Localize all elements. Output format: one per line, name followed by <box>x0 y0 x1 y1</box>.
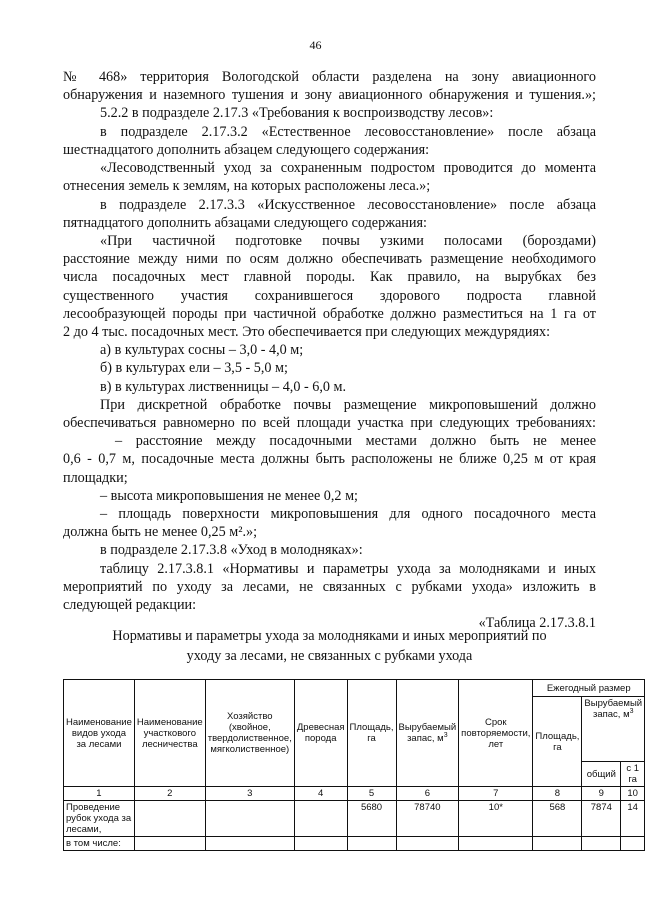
header-lesnichestvo: Наименование участкового лесничества <box>134 680 205 787</box>
cell-ploshad <box>347 837 396 851</box>
paragraph-line: в подразделе 2.17.3.2 «Естественное лесовосстановление» после абзаца <box>100 124 596 140</box>
paragraph-line: следующей редакции: <box>63 597 197 613</box>
cell-zapas <box>396 837 459 851</box>
cell-obshiy <box>582 837 621 851</box>
cell-ploshad: 5680 <box>347 801 396 837</box>
col-number: 3 <box>205 787 294 801</box>
table-caption-line: уходу за лесами, не связанных с рубками ухода <box>186 648 473 664</box>
cell-hozyaistvo <box>205 837 294 851</box>
paragraph-line: пятнадцатого дополнить абзацами следующего содержания: <box>63 215 427 231</box>
paragraph-line: «При частичной подготовке почвы узкими полосами (бороздами) <box>100 233 596 249</box>
cell-lesnichestvo <box>134 837 205 851</box>
paragraph-line: обеспечиваться равномерно по всей площади участка при следующих требованиях: <box>63 415 596 431</box>
header-vid: Наименование видов ухода за лесами <box>64 680 135 787</box>
cell-vid: в том числе: <box>64 837 135 851</box>
header-poroda: Древесная порода <box>294 680 347 787</box>
header-obshiy: общий <box>582 762 621 787</box>
col-number: 8 <box>533 787 582 801</box>
section-heading: в подразделе 2.17.3.8 «Уход в молодняках»: <box>100 542 363 558</box>
header-hozyaistvo: Хозяйство (хвойное, твердолиственное, мягколиственное) <box>205 680 294 787</box>
cell-hozyaistvo <box>205 801 294 837</box>
cell-annual-ploshad: 568 <box>533 801 582 837</box>
paragraph-line: площадки; <box>63 470 128 486</box>
paragraph-line: существенного участия сохранившегося здорового подроста главной <box>63 288 596 304</box>
col-number: 1 <box>64 787 135 801</box>
paragraph-line: шестнадцатого дополнить абзацем следующего содержания: <box>63 142 430 158</box>
list-item: – расстояние между посадочными местами должно быть не менее <box>115 433 596 449</box>
cell-poroda <box>294 801 347 837</box>
table-label: «Таблица 2.17.3.8.1 <box>478 615 596 631</box>
list-item: в) в культурах лиственницы – 4,0 - 6,0 м. <box>100 379 347 395</box>
norms-table <box>63 679 645 851</box>
paragraph-line: расстояние между ними по осям должно обеспечивать размещение необходимого <box>63 251 596 267</box>
cell-s1ga: 14 <box>621 801 645 837</box>
paragraph-line: При дискретной обработке почвы размещение микроповышений должно <box>100 397 596 413</box>
paragraph-line: числа посадочных мест главной породы. Как правило, на вырубках без <box>63 269 596 285</box>
list-item: а) в культурах сосны – 3,0 - 4,0 м; <box>100 342 304 358</box>
header-annual: Ежегодный размер <box>533 680 645 697</box>
list-item: – площадь поверхности микроповышения для одного посадочного места <box>100 506 596 522</box>
cell-zapas: 78740 <box>396 801 459 837</box>
paragraph-line: в подразделе 2.17.3.3 «Искусственное лесовосстановление» после абзаца <box>100 197 596 213</box>
cell-srok: 10* <box>459 801 533 837</box>
paragraph-line: 0,6 - 0,7 м, посадочные места должны быть расположены не ближе 0,25 м от края <box>63 451 596 467</box>
header-s1ga: с 1 га <box>621 762 645 787</box>
paragraph-line: таблицу 2.17.3.8.1 «Нормативы и параметры ухода за молодняками и иных <box>100 561 596 577</box>
table-caption-line: Нормативы и параметры ухода за молодняками и иных мероприятий по <box>112 628 547 644</box>
paragraph-line: № 468» территория Вологодской области разделена на зону авиационного <box>63 69 596 85</box>
col-number: 7 <box>459 787 533 801</box>
header-srok: Срок повторяемости, лет <box>459 680 533 787</box>
cell-poroda <box>294 837 347 851</box>
section-heading: 5.2.2 в подразделе 2.17.3 «Требования к воспроизводству лесов»: <box>100 105 494 121</box>
table-row <box>64 801 645 837</box>
paragraph-line: обнаружения и наземного тушения и зону авиационного обнаружения и тушения.»; <box>63 87 596 103</box>
cell-s1ga <box>621 837 645 851</box>
paragraph-line: должна быть не менее 0,25 м².»; <box>63 524 258 540</box>
paragraph-line: отнесения земель к землям, на которых расположены леса.»; <box>63 178 431 194</box>
cell-annual-ploshad <box>533 837 582 851</box>
paragraph-line: лесообразующей породы при частичной обработке должно разместиться на 1 га от <box>63 306 596 322</box>
col-number: 9 <box>582 787 621 801</box>
page-number: 46 <box>309 38 322 52</box>
header-annual-zapas-label: Вырубаемый запас, м <box>584 698 643 720</box>
header-annual-ploshad: Площадь, га <box>533 697 582 787</box>
col-number: 6 <box>396 787 459 801</box>
col-number: 5 <box>347 787 396 801</box>
paragraph-line: 2 до 4 тыс. посадочных мест. Это обеспечивается при следующих междурядиях: <box>63 324 551 340</box>
cell-lesnichestvo <box>134 801 205 837</box>
header-annual-zapas: Вырубаемый запас, $м^3$ <box>582 697 645 762</box>
cell-srok <box>459 837 533 851</box>
header-ploshad: Площадь, га <box>347 680 396 787</box>
table-row <box>64 837 645 851</box>
paragraph-line: мероприятий по уходу за лесами, не связанных с рубками ухода» изложить в <box>63 579 596 595</box>
header-zapas: Вырубаемый запас, $м^3$ <box>396 680 459 787</box>
col-number: 4 <box>294 787 347 801</box>
cell-obshiy: 7874 <box>582 801 621 837</box>
col-number: 2 <box>134 787 205 801</box>
header-zapas-label: Вырубаемый запас, м <box>398 722 457 744</box>
list-item: б) в культурах ели – 3,5 - 5,0 м; <box>100 360 288 376</box>
list-item: – высота микроповышения не менее 0,2 м; <box>100 488 358 504</box>
paragraph-line: «Лесоводственный уход за сохраненным подростом проводится до момента <box>100 160 596 176</box>
col-number: 10 <box>621 787 645 801</box>
cell-vid: Проведение рубок ухода за лесами, <box>64 801 135 837</box>
